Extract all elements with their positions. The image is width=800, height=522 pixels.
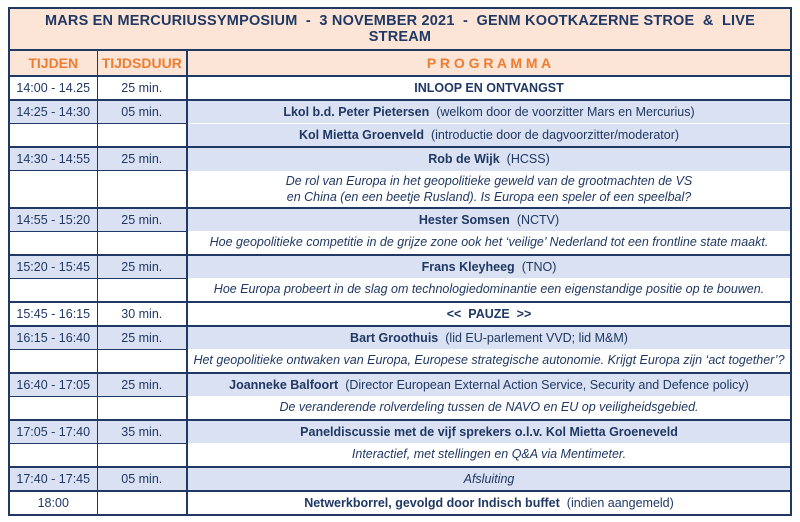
time-cell: 14:00 - 14.25 (9, 76, 97, 100)
closing-label: Afsluiting (463, 471, 515, 486)
duration-cell: 25 min. (97, 373, 187, 397)
talk-description: Het geopolitieke ontwaken van Europa, Europese strategische autonomie. Krijgt Europa zijn ‘act together’? (193, 353, 785, 368)
talk-description: Interactief, met stellingen en Q&A via Mentimeter. (351, 447, 627, 462)
program-note: (indien aangemeld) (566, 495, 674, 510)
duration-cell: 35 min. (97, 420, 187, 444)
table-row (9, 208, 791, 232)
pause-label: << PAUZE >> (446, 306, 532, 321)
duration-cell: 25 min. (97, 326, 187, 350)
time-cell: 17:40 - 17:45 (9, 467, 97, 491)
table-row (9, 396, 791, 420)
talk-description: De veranderende rolverdeling tussen de NAVO en EU op veiligheidsgebied. (279, 400, 699, 415)
duration-cell (97, 396, 187, 420)
program-cell (187, 255, 791, 279)
speaker-note: (introductie door de dagvoorzitter/moderator) (430, 128, 680, 142)
program-cell (187, 124, 791, 148)
speaker-note: (Director European External Action Service, Security and Defence policy) (345, 377, 749, 392)
duration-cell (97, 443, 187, 467)
time-cell: 16:15 - 16:40 (9, 326, 97, 350)
program-cell (187, 208, 791, 232)
speaker-note: (NCTV) (516, 212, 560, 227)
time-cell (9, 349, 97, 373)
talk-description: Hoe Europa probeert in de slag om technologiedominantie een eigenstandige positie op te bouwen. (213, 282, 765, 297)
program-main: Netwerkborrel, gevolgd door Indisch buffet (304, 495, 560, 510)
duration-cell (97, 278, 187, 302)
table-row (9, 302, 791, 326)
speaker-note: (HCSS) (506, 152, 550, 167)
column-header-row (9, 50, 791, 76)
duration-cell: 30 min. (97, 302, 187, 326)
page-title: MARS EN MERCURIUSSYMPOSIUM - 3 NOVEMBER 2021 - GENM KOOTKAZERNE STROE & LIVE STREAM (9, 8, 791, 50)
program-cell (187, 349, 791, 373)
column-header-tijden: TIJDEN (9, 50, 97, 76)
talk-description-line2: en China (en een beetje Rusland). Is Europa een speler of een speelbal? (286, 189, 692, 204)
column-header-programma: P R O G R A M M A (187, 50, 791, 76)
program-cell (187, 171, 791, 208)
duration-cell: 25 min. (97, 255, 187, 279)
duration-cell (97, 231, 187, 255)
program-cell (187, 443, 791, 467)
program-cell (187, 491, 791, 515)
time-cell (9, 396, 97, 420)
table-row (9, 373, 791, 397)
title-row (9, 8, 791, 50)
speaker-note: (welkom door de voorzitter Mars en Mercurius) (436, 105, 695, 119)
duration-cell (97, 491, 187, 515)
time-cell (9, 443, 97, 467)
speaker-name: Lkol b.d. Peter Pietersen (283, 105, 430, 119)
time-cell: 15:20 - 15:45 (9, 255, 97, 279)
program-cell (187, 420, 791, 444)
table-row (9, 231, 791, 255)
program-cell (187, 100, 791, 124)
duration-cell: 05 min. (97, 467, 187, 491)
time-cell: 15:45 - 16:15 (9, 302, 97, 326)
time-cell (9, 124, 97, 148)
table-row (9, 171, 791, 208)
table-row (9, 278, 791, 302)
speaker-note: (TNO) (521, 259, 557, 274)
program-cell (187, 302, 791, 326)
talk-description: Hoe geopolitieke competitie in de grijze zone ook het ‘veilige’ Nederland tot een frontline state maakt. (209, 235, 769, 250)
speaker-name: Joanneke Balfoort (229, 377, 339, 392)
time-cell: 14:55 - 15:20 (9, 208, 97, 232)
column-header-tijdsduur: TIJDSDUUR (97, 50, 187, 76)
duration-cell: 25 min. (97, 76, 187, 100)
speaker-name: Hester Somsen (418, 212, 510, 227)
table-row (9, 147, 791, 171)
speaker-name: Kol Mietta Groenveld (298, 128, 424, 142)
speaker-name: Rob de Wijk (428, 152, 500, 167)
duration-cell (97, 349, 187, 373)
time-cell (9, 171, 97, 208)
time-cell: 18:00 (9, 491, 97, 515)
table-row (9, 100, 791, 124)
duration-cell: 25 min. (97, 147, 187, 171)
program-cell (187, 326, 791, 350)
program-cell (187, 278, 791, 302)
program-table (8, 7, 792, 516)
table-row (9, 76, 791, 100)
speaker-name: Bart Groothuis (350, 330, 439, 345)
program-main: INLOOP EN ONTVANGST (414, 81, 564, 95)
time-cell: 14:30 - 14:55 (9, 147, 97, 171)
time-cell: 14:25 - 14:30 (9, 100, 97, 124)
table-row (9, 326, 791, 350)
speaker-name: Frans Kleyheeg (421, 259, 515, 274)
panel-title: Paneldiscussie met de vijf sprekers o.l.v. Kol Mietta Groeneveld (300, 424, 678, 439)
program-cell (187, 467, 791, 491)
program-cell (187, 76, 791, 100)
speaker-note: (lid EU-parlement VVD; lid M&M) (445, 330, 628, 345)
table-row (9, 255, 791, 279)
table-row (9, 443, 791, 467)
program-cell (187, 373, 791, 397)
duration-cell: 05 min. (97, 100, 187, 124)
program-cell (187, 147, 791, 171)
duration-cell: 25 min. (97, 208, 187, 232)
table-row (9, 349, 791, 373)
duration-cell (97, 124, 187, 148)
table-row (9, 124, 791, 148)
talk-description-line1: De rol van Europa in het geopolitieke geweld van de grootmachten de VS (285, 173, 693, 188)
time-cell (9, 278, 97, 302)
program-cell (187, 231, 791, 255)
time-cell: 16:40 - 17:05 (9, 373, 97, 397)
time-cell (9, 231, 97, 255)
program-cell (187, 396, 791, 420)
time-cell: 17:05 - 17:40 (9, 420, 97, 444)
table-row (9, 467, 791, 491)
table-row (9, 420, 791, 444)
table-row (9, 491, 791, 515)
duration-cell (97, 171, 187, 208)
